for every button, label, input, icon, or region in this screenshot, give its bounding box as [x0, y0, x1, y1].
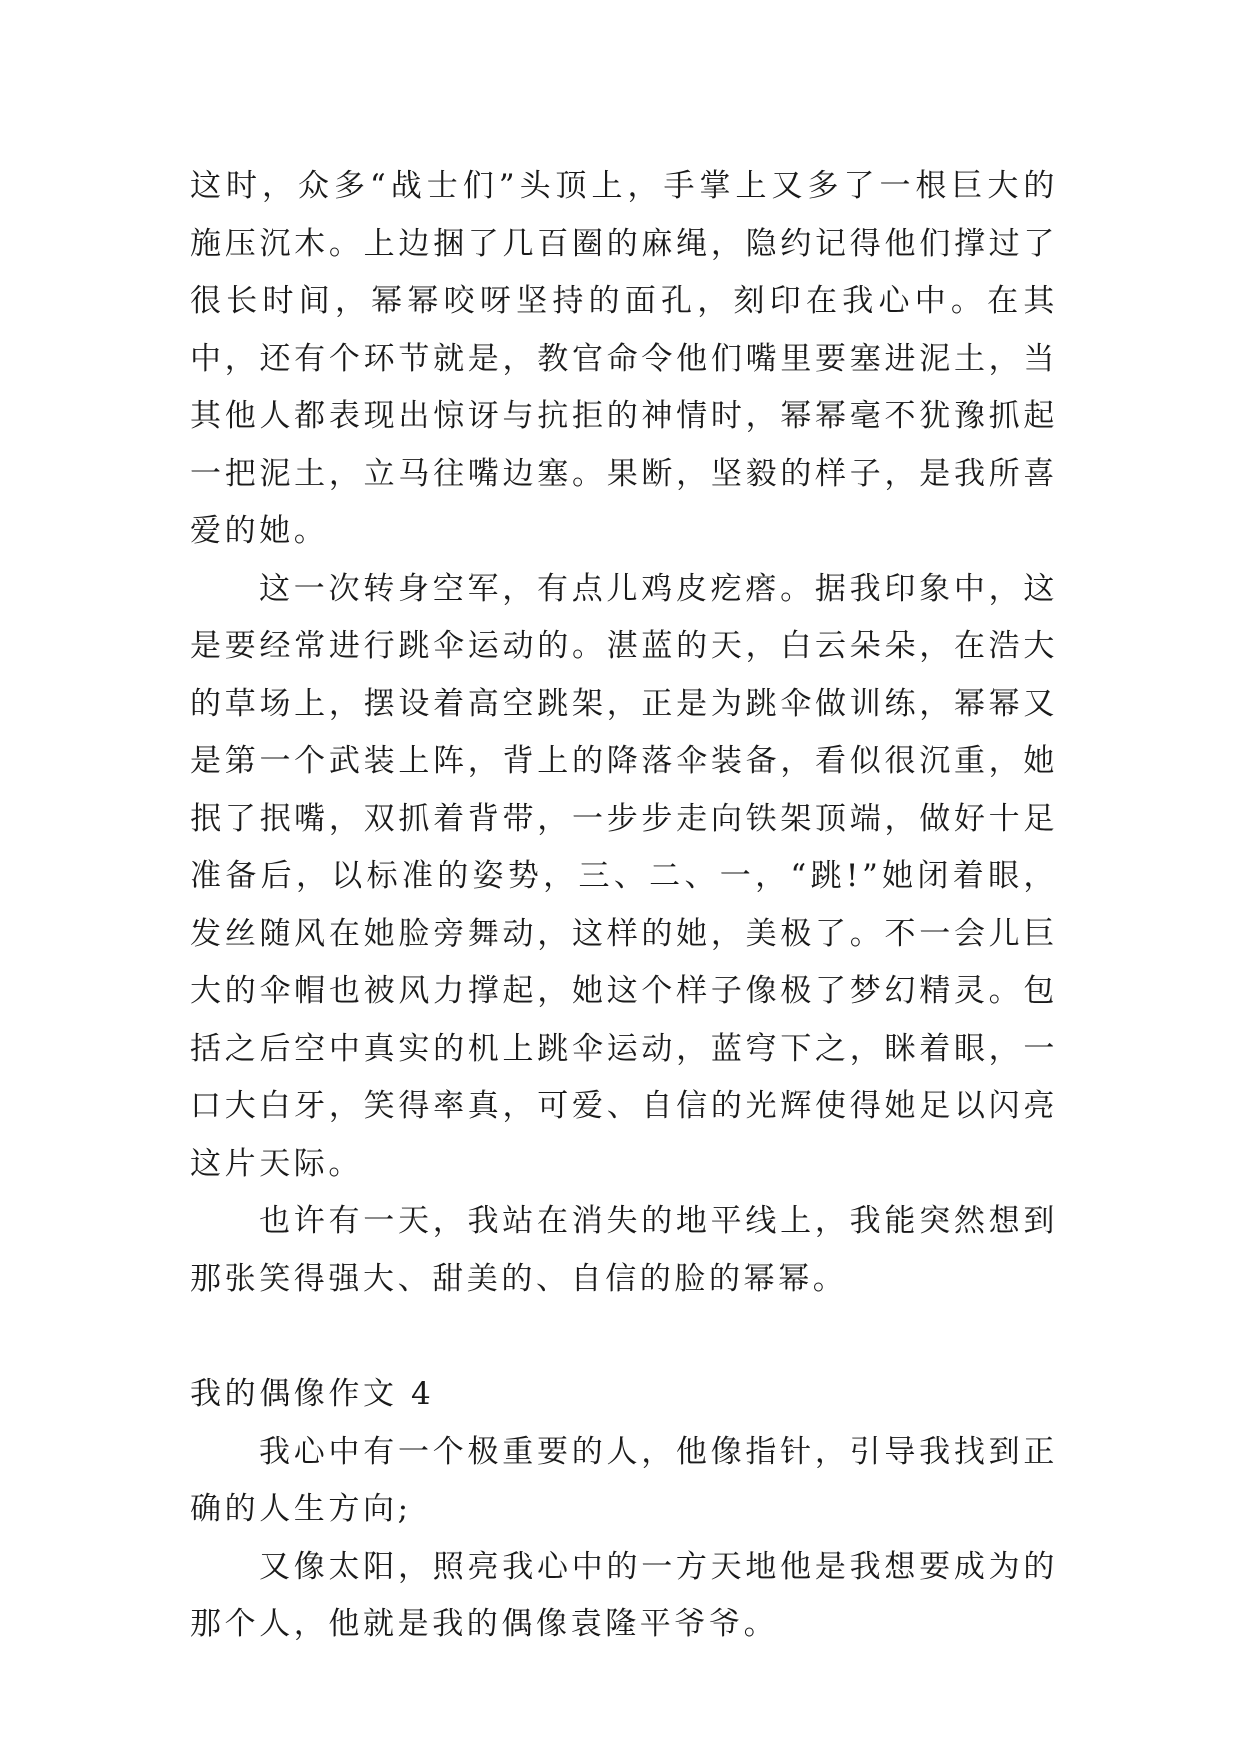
section-gap — [190, 1308, 1058, 1366]
paragraph-like-the-sun: 又像太阳，照亮我心中的一方天地他是我想要成为的那个人，他就是我的偶像袁隆平爷爷。 — [190, 1548, 1058, 1642]
paragraph-training-log: 这时，众多“战士们”头顶上，手掌上又多了一根巨大的施压沉木。上边捆了几百圈的麻绳，隐约记得他们撑过了很长时间，幂幂咬呀坚持的面孔，刻印在我心中。在其中，还有个环节就是，教官命令他们嘴里要塞进泥土，当其他人都表现出惊讶与抗拒的神情时，幂幂毫不犹豫抓起一把泥土，立马往嘴边塞。果断，坚毅的样子，是我所喜爱的她。 — [190, 168, 1058, 549]
paragraph-air-force-parachute: 这一次转身空军，有点儿鸡皮疙瘩。据我印象中，这是要经常进行跳伞运动的。湛蓝的天，白云朵朵，在浩大的草场上，摆设着高空跳架，正是为跳伞做训练，幂幂又是第一个武装上阵，背上的降落伞装备，看似很沉重，她抿了抿嘴，双抓着背带，一步步走向铁架顶端，做好十足准备后，以标准的姿势，三、二、一，“跳!”她闭着眼，发丝随风在她脸旁舞动，这样的她，美极了。不一会儿巨大的伞帽也被风力撑起，她这个样子像极了梦幻精灵。包括之后空中真实的机上跳伞运动，蓝穹下之，眯着眼，一口大白牙，笑得率真，可爱、自信的光辉使得她足以闪亮这片天际。 — [190, 570, 1058, 1182]
essay-heading: 我的偶像作文 4 — [190, 1376, 435, 1412]
paragraph-important-person: 我心中有一个极重要的人，他像指针，引导我找到正确的人生方向; — [190, 1433, 1058, 1527]
document-page — [190, 158, 1058, 1654]
paragraph-horizon: 也许有一天，我站在消失的地平线上，我能突然想到那张笑得强大、甜美的、自信的脸的幂幂。 — [190, 1203, 1058, 1297]
